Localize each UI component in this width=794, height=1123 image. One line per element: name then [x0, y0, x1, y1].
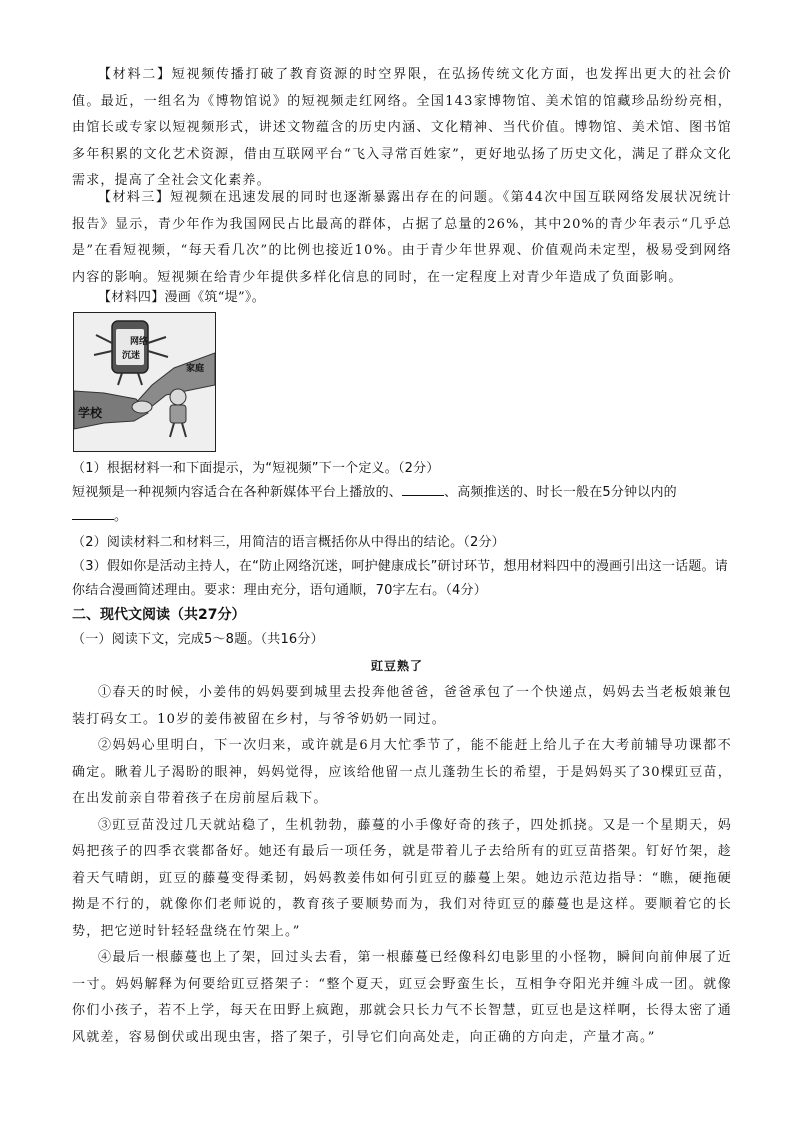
comic-family-label: 家庭 [186, 364, 205, 374]
question-1-line-b: 、高频推送的、时长一般在5分钟以内的 [444, 485, 677, 500]
material-3-text: 【材料三】短视频在迅速发展的同时也逐渐暴露出存在的问题。《第44次中国互联网络发展状况统计报告》显示，青少年作为我国网民占比最高的群体，占据了总量的26%，其中20%的青少年表示“几乎总是”在看短视频，“每天看几次”的比例也接近10%。由于青少年世界观、价值观尚未定型，极易受到网络内容的影响。短视频在给青少年提供多样化信息的同时，在一定程度上对青少年造成了负面影响。 [72, 190, 732, 285]
questions [72, 457, 732, 603]
comic-illustration [74, 313, 215, 451]
story-paragraph-4: ④最后一根藤蔓也上了架，回过头去看，第一根藤蔓已经像科幻电影里的小怪物，瞬间向前伸展了近一寸。妈妈解释为何要给豇豆搭架子：“整个夏天，豇豆会野蛮生长，互相争夺阳光并缠斗成一团。就像你们小孩子，若不上学，每天在田野上疯跑，那就会只长力气不长智慧，豇豆也是这样啊，长得太密了通风就差，容易倒伏或出现虫害，搭了架子，引导它们向高处走，向正确的方向走，产量才高。” [72, 950, 732, 1045]
answer-blank-2[interactable] [72, 505, 114, 520]
material-4 [72, 285, 732, 312]
material-3 [72, 185, 732, 291]
question-3: （3）假如你是活动主持人，在“防止网络沉迷，呵护健康成长”研讨环节，想用材料四中的漫画引出这一话题。请你结合漫画简述理由。要求：理由充分，语句通顺，70字左右。（4分） [72, 559, 728, 598]
question-1-line-2 [72, 505, 732, 529]
material-2 [72, 62, 732, 195]
material-4-title: 【材料四】漫画《筑“堤”》。 [98, 290, 265, 305]
comic-phone-text-2: 沉迷 [122, 351, 141, 361]
story-paragraph-1: ①春天的时候，小姜伟的妈妈要到城里去投奔他爸爸，爸爸承包了一个快递点，妈妈去当老板娘兼包装打码女工。10岁的姜伟被留在乡村，与爷爷奶奶一同过。 [72, 685, 732, 727]
comic-phone-text-1: 网络 [130, 337, 149, 347]
story-paragraph-2: ②妈妈心里明白，下一次归来，或许就是6月大忙季节了，能不能赶上给儿子在大考前辅导功课都不确定。瞅着儿子渴盼的眼神，妈妈觉得，应该给他留一点儿蓬勃生长的希望，于是妈妈买了30棵豇豆苗，在出发前亲自带着孩子在房前屋后栽下。 [72, 738, 732, 806]
sub-section-1: （一）阅读下文，完成5～8题。（共16分） [72, 632, 324, 647]
question-1-line [72, 481, 732, 505]
story-paragraph-3: ③豇豆苗没过几天就站稳了，生机勃勃，藤蔓的小手像好奇的孩子，四处抓挠。又是一个星期天，妈妈把孩子的四季衣裳都备好。她还有最后一项任务，就是带着儿子去给所有的豇豆苗搭架。钉好竹架，趁着天气晴朗，豇豆的藤蔓变得柔韧，妈妈教姜伟如何引豇豆的藤蔓上架。她边示范边指导：“瞧，硬拖硬拗是不行的，就像你们老师说的，教育孩子要顺势而为，我们对待豇豆的藤蔓也是这样。要顺着它的长势，把它逆时针轻轻盘绕在竹架上。” [72, 817, 732, 939]
story-title: 豇豆熟了 [370, 659, 423, 673]
material-2-text: 【材料二】短视频传播打破了教育资源的时空界限，在弘扬传统文化方面，也发挥出更大的社会价值。最近，一组名为《博物馆说》的短视频走红网络。全国143家博物馆、美术馆的馆藏珍品纷纷亮相，由馆长或专家以短视频形式，讲述文物蕴含的历史内涵、文化精神、当代价值。博物馆、美术馆、图书馆多年积累的文化艺术资源，借由互联网平台“飞入寻常百姓家”，更好地弘扬了历史文化，满足了群众文化需求，提高了全社会文化素养。 [72, 67, 732, 188]
question-2: （2）阅读材料二和材料三，用简洁的语言概括你从中得出的结论。（2分） [72, 535, 505, 550]
question-1-line-a: 短视频是一种视频内容适合在各种新媒体平台上播放的、 [72, 485, 403, 500]
section-2-title: 二、现代文阅读（共27分） [72, 607, 246, 623]
question-1-line-end: 。 [114, 509, 128, 524]
answer-blank-1[interactable] [402, 481, 444, 496]
comic-school-label: 学校 [78, 406, 103, 420]
question-1: （1）根据材料一和下面提示，为“短视频”下一个定义。（2分） [72, 461, 440, 476]
section-2-heading [72, 604, 732, 652]
story-body [72, 680, 732, 1051]
comic-image [73, 312, 216, 452]
